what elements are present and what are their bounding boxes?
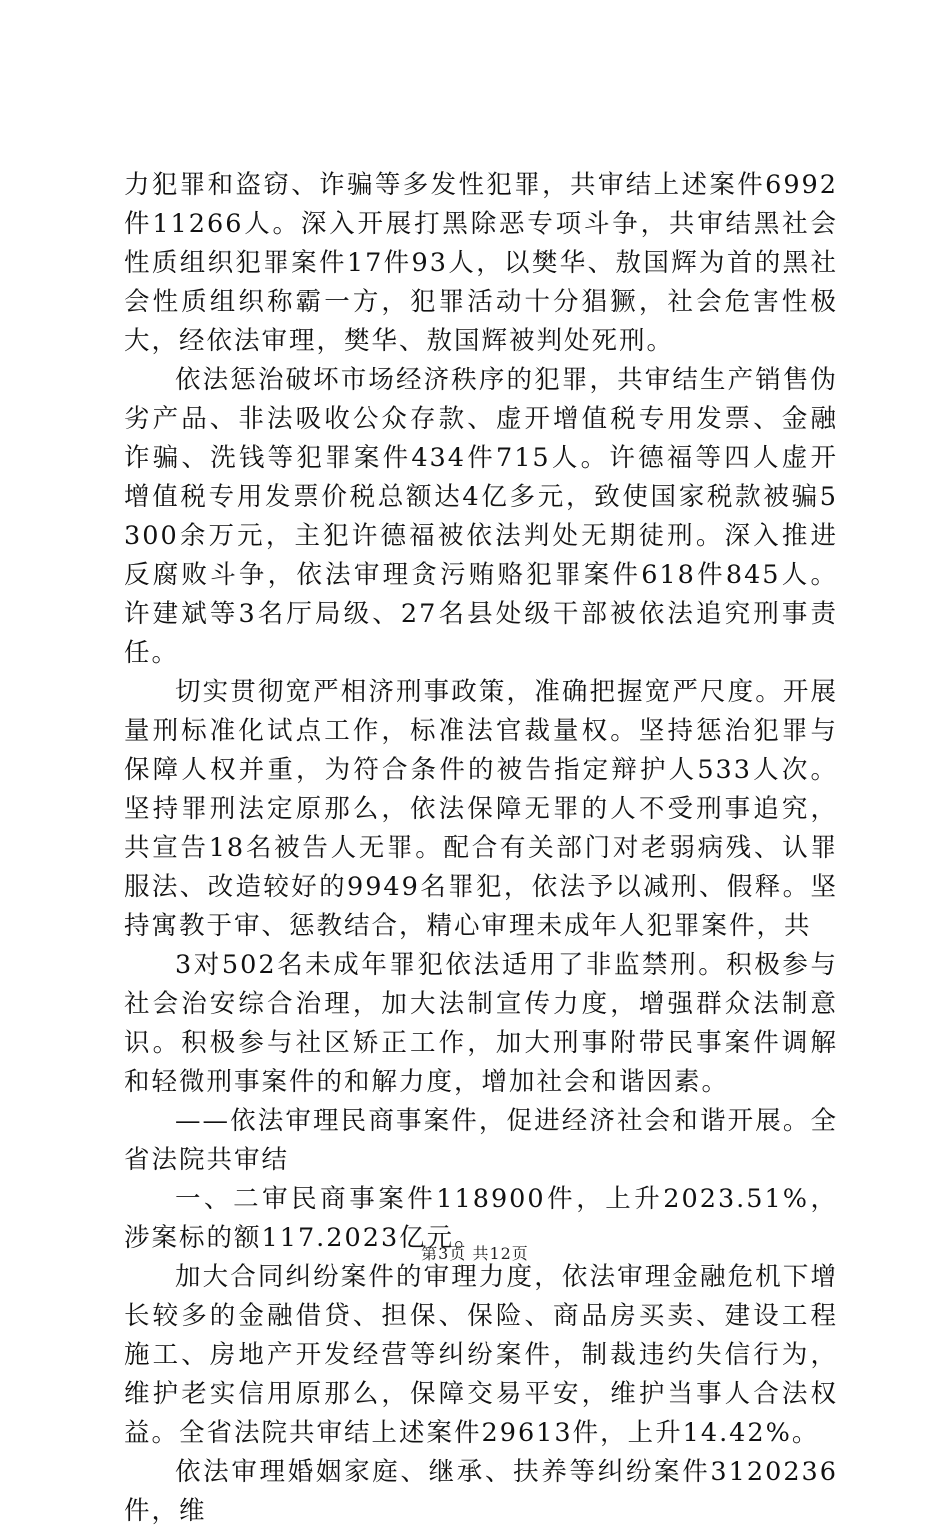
paragraph-3: 切实贯彻宽严相济刑事政策，准确把握宽严尺度。开展量刑标准化试点工作，标准法官裁量权。坚持惩治犯罪与保障人权并重，为符合条件的被告指定辩护人533人次。坚持罪刑法定原那么，依法保障无罪的人不受刑事追究，共宣告18名被告人无罪。配合有关部门对老弱病残、认罪服法、改造较好的9949名罪犯，依法予以减刑、假释。坚持寓教于审、惩教结合，精心审理未成年人犯罪案件，共 [124,677,838,941]
paragraph-2: 依法惩治破坏市场经济秩序的犯罪，共审结生产销售伪劣产品、非法吸收公众存款、虚开增值税专用发票、金融诈骗、洗钱等犯罪案件434件715人。许德福等四人虚开增值税专用发票价税总额达4亿多元，致使国家税款被骗5300余万元，主犯许德福被依法判处无期徒刑。深入推进反腐败斗争，依法审理贪污贿赂犯罪案件618件845人。许建斌等3名厅局级、27名县处级干部被依法追究刑事责任。 [124,365,838,668]
document-body [124,166,838,1531]
paragraph-8: 依法审理婚姻家庭、继承、扶养等纠纷案件3120236件，维 [124,1457,838,1526]
page-number-footer: 第3页 共12页 [421,1244,529,1263]
paragraph-7: 加大合同纠纷案件的审理力度，依法审理金融危机下增长较多的金融借贷、担保、保险、商品房买卖、建设工程施工、房地产开发经营等纠纷案件，制裁违约失信行为，维护老实信用原那么，保障交易平安，维护当事人合法权益。全省法院共审结上述案件29613件，上升14.42%。 [124,1262,838,1448]
paragraph-1: 力犯罪和盗窃、诈骗等多发性犯罪，共审结上述案件6992件11266人。深入开展打黑除恶专项斗争，共审结黑社会性质组织犯罪案件17件93人，以樊华、敖国辉为首的黑社会性质组织称霸一方，犯罪活动十分猖獗，社会危害性极大，经依法审理，樊华、敖国辉被判处死刑。 [124,170,838,356]
paragraph-4: 3对502名未成年罪犯依法适用了非监禁刑。积极参与社会治安综合治理，加大法制宣传力度，增强群众法制意识。积极参与社区矫正工作，加大刑事附带民事案件调解和轻微刑事案件的和解力度，增加社会和谐因素。 [124,950,838,1097]
paragraph-6: 一、二审民商事案件118900件，上升2023.51%，涉案标的额117.2023亿元。 [124,1184,838,1253]
paragraph-5: ——依法审理民商事案件，促进经济社会和谐开展。全省法院共审结 [124,1106,838,1175]
